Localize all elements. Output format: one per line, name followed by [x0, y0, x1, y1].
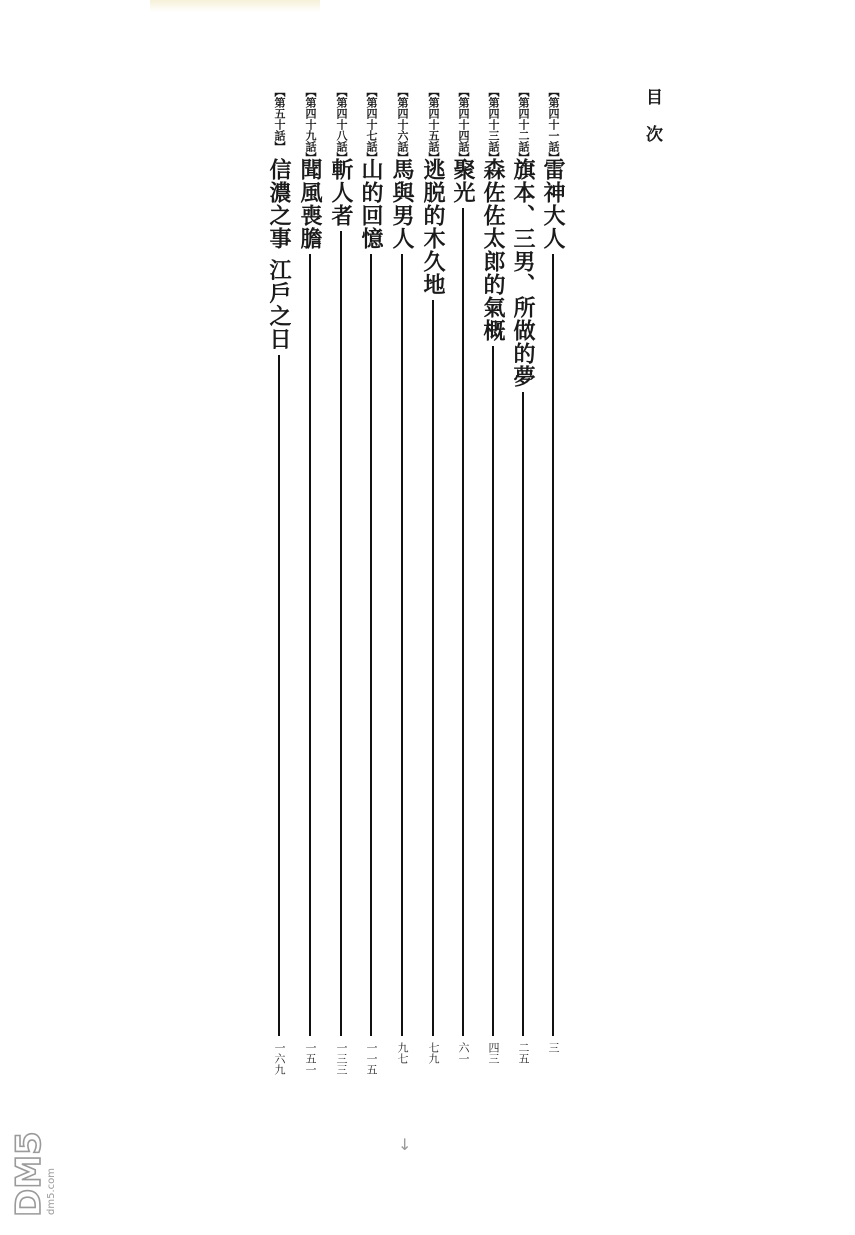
page-number: 一六九: [273, 1042, 286, 1075]
chapter-label: 【第四十三話】: [487, 86, 500, 163]
page-number: 二五: [517, 1042, 530, 1064]
toc-entry-49[interactable]: [298, 86, 322, 1096]
svg-text:DM5: DM5: [9, 1131, 49, 1217]
chapter-label: 【第四十六話】: [396, 86, 409, 163]
toc-heading: 目次: [642, 88, 662, 162]
page-number: 九七: [396, 1042, 409, 1064]
toc-entry-41[interactable]: [541, 86, 565, 1096]
page-number: 一三三: [335, 1042, 348, 1075]
page-number: 六一: [457, 1042, 470, 1064]
page-number: 四三: [487, 1042, 500, 1064]
leader-line: [432, 300, 434, 1036]
dm5-logo-graphic: [0, 1117, 58, 1221]
leader-line: [492, 346, 494, 1036]
toc-entry-47[interactable]: [359, 86, 383, 1096]
leader-line: [552, 254, 554, 1036]
chapter-label: 【第四十二話】: [517, 86, 530, 163]
svg-text:dm5.com: dm5.com: [46, 1168, 57, 1215]
chapter-label: 【第四十九話】: [304, 86, 317, 163]
page-number: 一一五: [365, 1042, 378, 1075]
toc-entry-43[interactable]: [481, 86, 505, 1096]
down-arrow-icon: ↓: [398, 1135, 412, 1154]
chapter-label: 【第四十一話】: [547, 86, 560, 163]
leader-line: [401, 254, 403, 1036]
chapter-title: 聞風喪膽: [297, 158, 323, 250]
chapter-title: 山的回憶: [358, 158, 384, 250]
chapter-title: 逃脱的木久地: [420, 158, 446, 296]
chapter-label: 【第四十五話】: [427, 86, 440, 163]
toc-entry-50[interactable]: [267, 86, 291, 1096]
chapter-label: 【第四十八話】: [335, 86, 348, 163]
toc-entry-42[interactable]: [511, 86, 535, 1096]
chapter-title: 馬與男人: [389, 158, 415, 250]
toc-entry-46[interactable]: [390, 86, 414, 1096]
page-number: 一五一: [304, 1042, 317, 1075]
leader-line: [522, 392, 524, 1036]
leader-line: [462, 208, 464, 1036]
chapter-label: 【第四十四話】: [457, 86, 470, 163]
leader-line: [309, 254, 311, 1036]
toc-entry-45[interactable]: [421, 86, 445, 1096]
chapter-title: 聚光: [450, 158, 476, 204]
chapter-label: 【第四十七話】: [365, 86, 378, 163]
chapter-title: 雷神大人: [540, 158, 566, 250]
chapter-title: 森佐佐太郎的氣概: [480, 158, 506, 342]
leader-line: [370, 254, 372, 1036]
leader-line: [278, 355, 280, 1036]
page-number: 三: [547, 1042, 560, 1053]
toc-entry-48[interactable]: [329, 86, 353, 1096]
toc-entry-44[interactable]: [451, 86, 475, 1096]
leader-line: [340, 231, 342, 1036]
chapter-title: 斬人者: [328, 158, 354, 227]
dm5-watermark-logo: [0, 1117, 58, 1221]
chapter-label: 【第五十話】: [273, 86, 286, 152]
chapter-title: 信濃之事 江戶之日: [266, 158, 292, 351]
chapter-title: 旗本、三男、所做的夢: [510, 158, 536, 388]
page-number: 七九: [427, 1042, 440, 1064]
paper-stain: [150, 0, 320, 12]
